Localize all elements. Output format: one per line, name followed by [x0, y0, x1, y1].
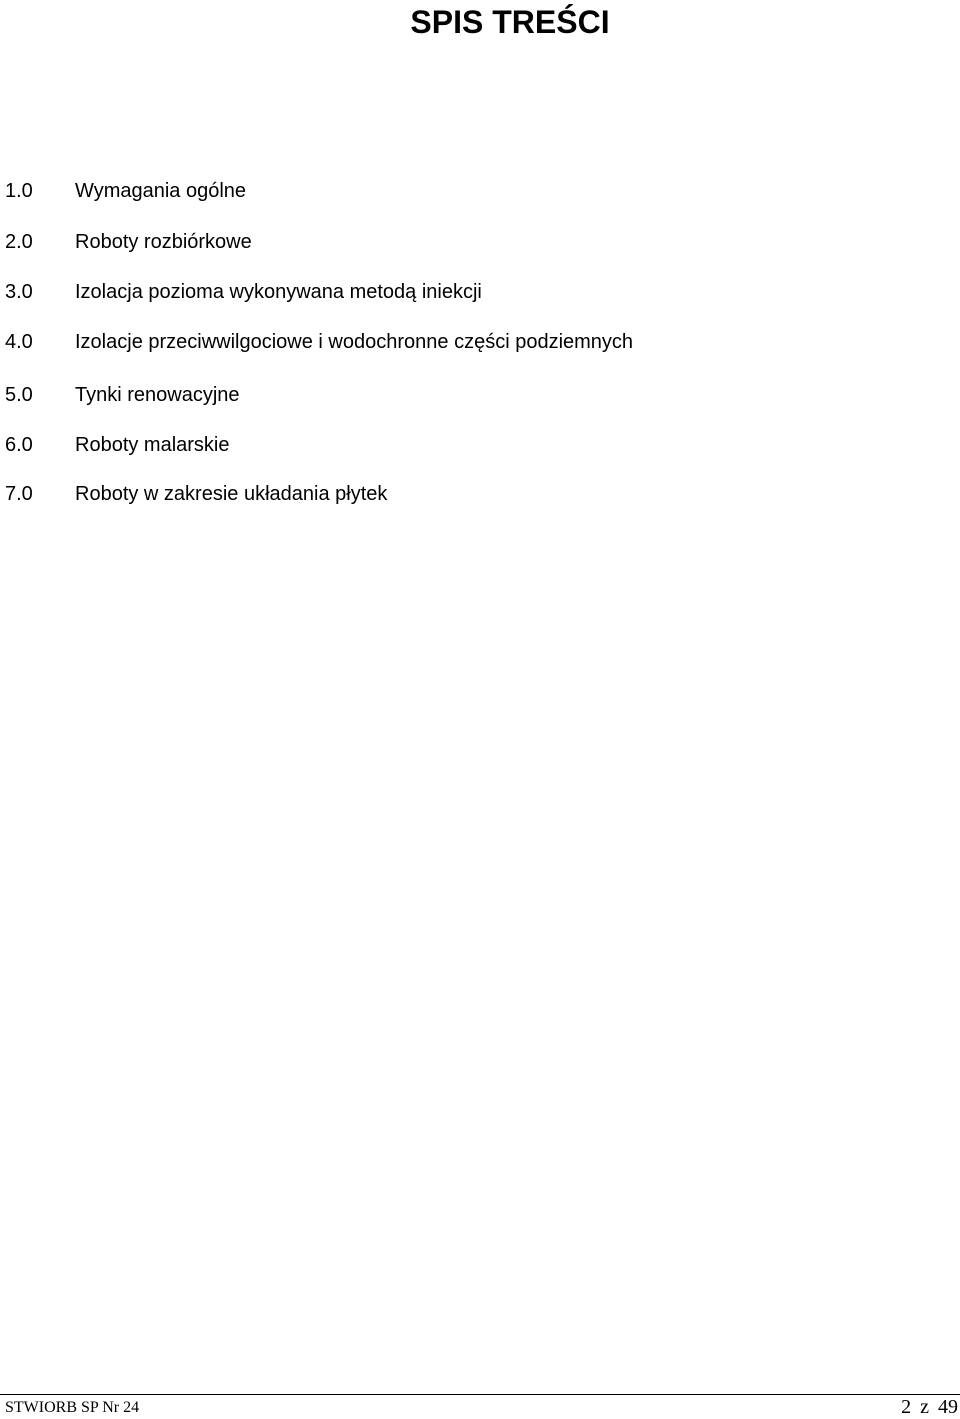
toc-item-number: 1.0: [5, 180, 33, 202]
toc-item-number: 2.0: [5, 231, 33, 253]
toc-item-title: Roboty w zakresie układania płytek: [75, 483, 388, 505]
toc-item-title: Izolacja pozioma wykonywana metodą iniekcji: [75, 281, 482, 303]
footer-page-indicator: 2 z 49: [901, 1396, 958, 1418]
page-title: SPIS TREŚCI: [410, 4, 610, 40]
toc-item-title: Wymagania ogólne: [75, 180, 247, 202]
toc-item-number: 5.0: [5, 384, 33, 406]
toc-item-title: Izolacje przeciwwilgociowe i wodochronne części podziemnych: [75, 331, 634, 353]
toc-item-number: 6.0: [5, 434, 33, 456]
toc-item-number: 7.0: [5, 483, 33, 505]
footer-document-id: STWIORB SP Nr 24: [5, 1399, 140, 1416]
toc-item-title: Roboty rozbiórkowe: [75, 231, 252, 253]
toc-item-title: Roboty malarskie: [75, 434, 230, 456]
toc-item-title: Tynki renowacyjne: [75, 384, 240, 406]
footer-divider: [0, 1394, 960, 1395]
toc-item-number: 4.0: [5, 331, 33, 353]
toc-item-number: 3.0: [5, 281, 33, 303]
